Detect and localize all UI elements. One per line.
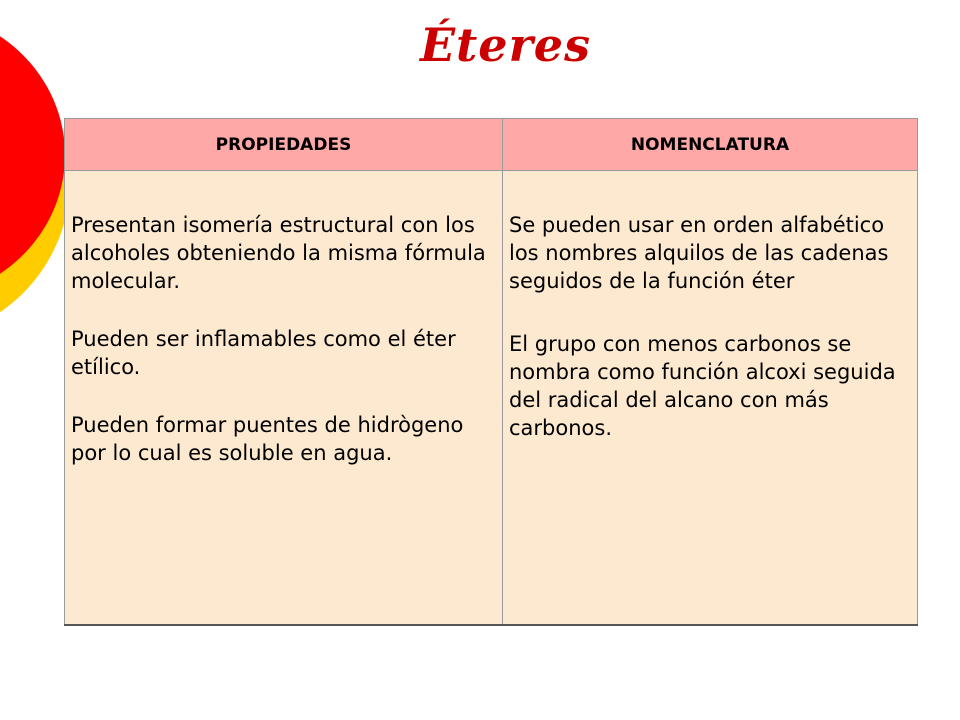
content-table (64, 118, 918, 626)
propiedad-paragraph: Pueden ser inflamables como el éter etílico. (71, 327, 456, 379)
header-nomenclatura: NOMENCLATURA (503, 119, 918, 171)
cell-propiedades (65, 171, 503, 626)
slide-title: Éteres (420, 18, 591, 72)
propiedad-paragraph: Pueden formar puentes de hidrògeno por lo cual es soluble en agua. (71, 413, 464, 465)
propiedad-paragraph: Presentan isomería estructural con los alcoholes obteniendo la misma fórmula molecular. (71, 213, 486, 293)
header-propiedades: PROPIEDADES (65, 119, 503, 171)
cell-nomenclatura (503, 171, 918, 626)
table-header-row (65, 119, 918, 171)
table-row (65, 171, 918, 626)
nomenclatura-paragraph: Se pueden usar en orden alfabético los nombres alquilos de las cadenas seguidos de la función éter (509, 213, 889, 293)
nomenclatura-paragraph: El grupo con menos carbonos se nombra como función alcoxi seguida del radical del alcano con más carbonos. (509, 332, 896, 440)
